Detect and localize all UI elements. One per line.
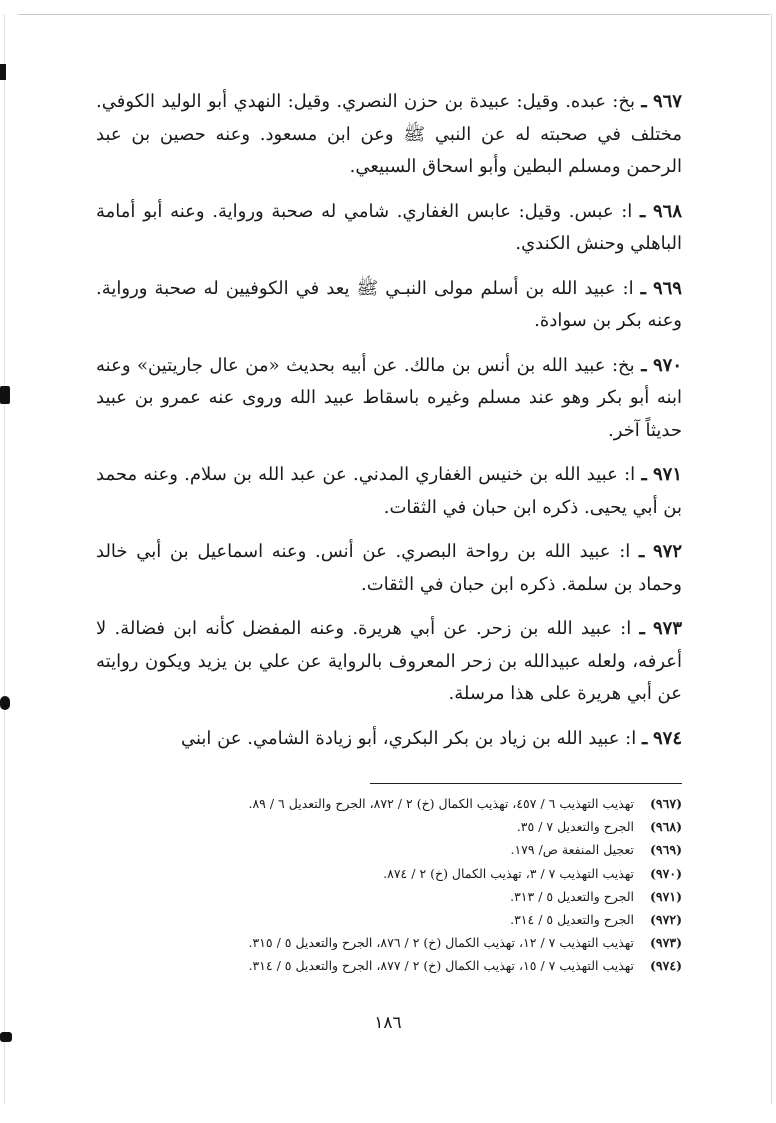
page-number: ١٨٦	[374, 1013, 402, 1033]
entry-dash: ـ	[641, 354, 647, 376]
footnote-text: تهذيب التهذيب ٧ / ٣، تهذيب الكمال (خ) ٢ / ٨٧٤.	[383, 865, 635, 881]
footnote-970	[96, 862, 682, 885]
entry-dash: ـ	[640, 200, 646, 222]
footnote-text: الجرح والتعديل ٥ / ٣١٣.	[510, 888, 635, 904]
footnote-number: (٩٧٣)	[650, 935, 682, 951]
entry-dash: ـ	[641, 727, 648, 749]
footnote-text: تهذيب التهذيب ٧ / ١٢، تهذيب الكمال (خ) ٢ / ٨٧٦، الجرح والتعديل ٥ / ٣١٥.	[248, 935, 635, 951]
top-edge-line	[18, 14, 770, 15]
entry-dash: ـ	[640, 277, 646, 299]
entry-972	[96, 536, 682, 603]
footnote-number: (٩٦٨)	[650, 819, 682, 835]
footnotes	[96, 792, 682, 978]
footnote-text: تهذيب التهذيب ٧ / ١٥، تهذيب الكمال (خ) ٢ / ٨٧٧، الجرح والتعديل ٥ / ٣١٤.	[248, 958, 635, 974]
entry-text: ا: عبيد الله بن رواحة البصري. عن أنس. وعنه اسماعيل بن أبي خالد وحماد بن سلمة. ذكره ابن حبان في الثقات.	[96, 541, 682, 595]
entry-974	[96, 723, 682, 758]
entry-number: ٩٧١	[653, 464, 683, 485]
footnote-text: الجرح والتعديل ٥ / ٣١٤.	[510, 912, 635, 928]
footnote-971	[96, 885, 682, 908]
footnote-separator	[370, 783, 682, 784]
entry-text: ا: عبيد الله بن زحر. عن أبي هريرة. وعنه المفضل كأنه ابن فضالة. لا أعرفه، ولعله عبيدالله بن زحر المعروف بالرواية عن علي بن يزيد ويكون روايته عن أبي هريرة على هذا مرسلة.	[96, 618, 682, 704]
entry-dash: ـ	[639, 618, 645, 639]
binding-mark	[0, 1032, 12, 1042]
entry-970	[96, 350, 682, 450]
footnote-number: (٩٦٧)	[650, 796, 682, 811]
left-edge-line	[4, 14, 5, 1104]
right-edge-line	[771, 14, 772, 1104]
footnote-967	[96, 792, 682, 815]
entry-number: ٩٦٧	[652, 91, 682, 112]
entry-text: ا: عبس. وقيل: عابس الغفاري. شامي له صحبة ورواية. وعنه أبو أمامة الباهلي وحنش الكندي.	[96, 200, 682, 254]
footnote-number: (٩٧٠)	[650, 865, 682, 881]
entry-number: ٩٧٤	[652, 727, 682, 749]
footnote-972	[96, 908, 682, 931]
footnote-968	[96, 815, 682, 838]
entry-dash: ـ	[641, 464, 647, 485]
entry-text: ا: عبيد الله بن زياد بن بكر البكري، أبو زيادة الشامي. عن ابني	[180, 727, 637, 749]
entry-number: ٩٦٩	[652, 277, 682, 299]
entry-dash: ـ	[641, 91, 647, 112]
entry-number: ٩٦٨	[652, 200, 682, 222]
entry-text: ا: عبيد الله بن خنيس الغفاري المدني. عن عبد الله بن سلام. وعنه محمد بن أبي يحيى. ذكره ابن حبان في الثقات.	[96, 464, 682, 518]
entry-text: بخ: عبيد الله بن أنس بن مالك. عن أبيه بحديث «من عال جاريتين» وعنه ابنه أبو بكر وهو عند مسلم وغيره باسقاط عبيد الله وروى عنه عمرو بن عبيد حديثاً آخر.	[96, 354, 682, 441]
footnote-number: (٩٧١)	[650, 888, 682, 904]
entry-969	[96, 273, 682, 340]
entry-text: ا: عبيد الله بن أسلم مولى النبـي ﷺ يعد في الكوفيين له صحبة ورواية. وعنه بكر بن سوادة.	[96, 277, 682, 331]
footnote-text: تهذيب التهذيب ٦ / ٤٥٧، تهذيب الكمال (خ) ٢ / ٨٧٢، الجرح والتعديل ٦ / ٨٩.	[248, 796, 635, 811]
footnote-969	[96, 838, 682, 861]
entry-number: ٩٧٣	[652, 618, 682, 639]
binding-mark	[0, 696, 10, 710]
footnote-text: الجرح والتعديل ٧ / ٣٥.	[516, 819, 635, 835]
entry-dash: ـ	[639, 541, 645, 562]
entry-973	[96, 613, 682, 713]
footnote-973	[96, 931, 682, 954]
entry-967	[96, 86, 682, 186]
main-text	[96, 86, 682, 767]
footnote-number: (٩٧٤)	[650, 958, 682, 974]
entry-971	[96, 459, 682, 526]
footnote-text: تعجيل المنفعة ص/ ١٧٩.	[510, 842, 635, 858]
binding-mark	[0, 386, 10, 404]
entry-number: ٩٧٢	[653, 541, 683, 562]
binding-mark	[0, 64, 6, 80]
entry-text: بخ: عبده. وقيل: عبيدة بن حزن النصري. وقيل: النهدي أبو الوليد الكوفي. مختلف في صحبته له عن النبي ﷺ وعن ابن مسعود. وعنه حصين بن عبد الرحمن ومسلم البطين وأبو اسحاق السبيعي.	[96, 91, 682, 177]
footnote-number: (٩٧٢)	[650, 912, 682, 928]
footnote-974	[96, 954, 682, 977]
entry-number: ٩٧٠	[652, 354, 682, 376]
footnote-number: (٩٦٩)	[650, 842, 682, 858]
entry-968	[96, 196, 682, 263]
